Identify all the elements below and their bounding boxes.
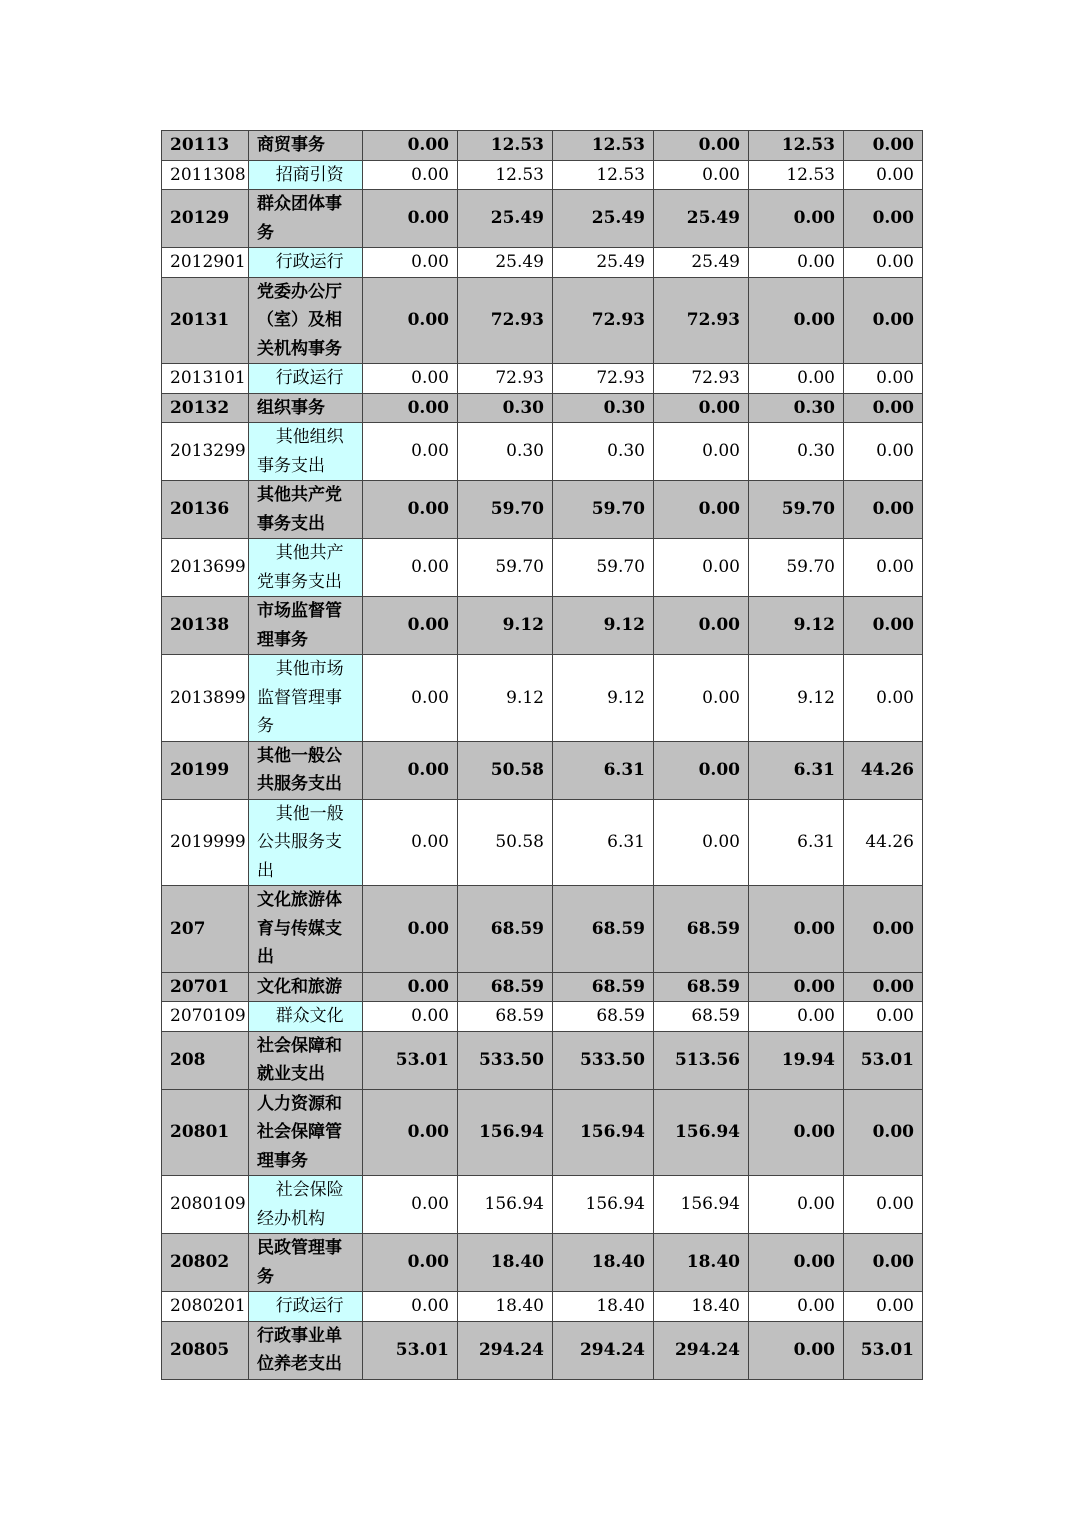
subject-name-cell: 社会保险经办机构 (249, 1176, 363, 1234)
item-row (162, 1176, 923, 1234)
item-row (162, 248, 923, 278)
amount-cell: 0.00 (844, 597, 923, 655)
amount-cell: 72.93 (553, 277, 654, 364)
amount-cell: 0.00 (654, 597, 749, 655)
subject-code-cell: 2011308 (162, 160, 249, 190)
amount-cell: 0.00 (749, 1002, 844, 1032)
amount-cell: 0.00 (363, 423, 458, 481)
amount-cell: 18.40 (654, 1292, 749, 1322)
budget-expenditure-table (161, 130, 923, 1380)
amount-cell: 59.70 (553, 539, 654, 597)
category-row (162, 277, 923, 364)
amount-cell: 72.93 (458, 364, 553, 394)
amount-cell: 0.00 (654, 741, 749, 799)
amount-cell: 0.00 (363, 481, 458, 539)
amount-cell: 0.00 (363, 655, 458, 742)
amount-cell: 25.49 (553, 248, 654, 278)
subject-code-cell: 2019999 (162, 799, 249, 886)
amount-cell: 9.12 (458, 597, 553, 655)
amount-cell: 59.70 (749, 539, 844, 597)
category-row (162, 1234, 923, 1292)
subject-code-cell: 20199 (162, 741, 249, 799)
amount-cell: 0.00 (654, 799, 749, 886)
amount-cell: 68.59 (654, 1002, 749, 1032)
item-row (162, 539, 923, 597)
subject-code-cell: 20805 (162, 1321, 249, 1379)
amount-cell: 0.00 (654, 160, 749, 190)
item-row (162, 799, 923, 886)
amount-cell: 59.70 (553, 481, 654, 539)
amount-cell: 18.40 (553, 1234, 654, 1292)
amount-cell: 44.26 (844, 741, 923, 799)
amount-cell: 0.00 (654, 655, 749, 742)
amount-cell: 533.50 (458, 1031, 553, 1089)
amount-cell: 68.59 (654, 972, 749, 1002)
amount-cell: 0.00 (654, 539, 749, 597)
amount-cell: 9.12 (458, 655, 553, 742)
amount-cell: 25.49 (654, 190, 749, 248)
amount-cell: 0.00 (363, 972, 458, 1002)
category-row (162, 741, 923, 799)
amount-cell: 0.00 (363, 190, 458, 248)
amount-cell: 0.00 (749, 190, 844, 248)
amount-cell: 19.94 (749, 1031, 844, 1089)
amount-cell: 0.30 (749, 393, 844, 423)
subject-name-cell: 民政管理事务 (249, 1234, 363, 1292)
amount-cell: 53.01 (363, 1031, 458, 1089)
subject-code-cell: 2013899 (162, 655, 249, 742)
amount-cell: 68.59 (654, 886, 749, 973)
amount-cell: 294.24 (654, 1321, 749, 1379)
amount-cell: 50.58 (458, 741, 553, 799)
amount-cell: 0.00 (749, 1176, 844, 1234)
amount-cell: 68.59 (553, 1002, 654, 1032)
amount-cell: 12.53 (749, 160, 844, 190)
amount-cell: 53.01 (844, 1321, 923, 1379)
amount-cell: 68.59 (458, 972, 553, 1002)
subject-code-cell: 2013699 (162, 539, 249, 597)
amount-cell: 0.00 (844, 972, 923, 1002)
item-row (162, 655, 923, 742)
amount-cell: 0.00 (844, 190, 923, 248)
subject-name-cell: 商贸事务 (249, 131, 363, 161)
amount-cell: 50.58 (458, 799, 553, 886)
amount-cell: 0.00 (363, 799, 458, 886)
amount-cell: 0.00 (844, 277, 923, 364)
subject-code-cell: 20132 (162, 393, 249, 423)
amount-cell: 156.94 (654, 1176, 749, 1234)
amount-cell: 0.00 (363, 1089, 458, 1176)
subject-code-cell: 20138 (162, 597, 249, 655)
category-row (162, 190, 923, 248)
amount-cell: 25.49 (458, 190, 553, 248)
amount-cell: 59.70 (749, 481, 844, 539)
subject-name-cell: 其他组织事务支出 (249, 423, 363, 481)
subject-name-cell: 招商引资 (249, 160, 363, 190)
subject-code-cell: 2013299 (162, 423, 249, 481)
category-row (162, 886, 923, 973)
amount-cell: 0.00 (749, 248, 844, 278)
subject-code-cell: 20802 (162, 1234, 249, 1292)
amount-cell: 0.00 (363, 1176, 458, 1234)
amount-cell: 0.00 (363, 539, 458, 597)
amount-cell: 0.00 (363, 886, 458, 973)
amount-cell: 6.31 (749, 799, 844, 886)
amount-cell: 25.49 (654, 248, 749, 278)
amount-cell: 0.00 (749, 1234, 844, 1292)
category-row (162, 1031, 923, 1089)
amount-cell: 0.00 (844, 248, 923, 278)
subject-name-cell: 其他一般公共服务支出 (249, 799, 363, 886)
amount-cell: 0.00 (363, 393, 458, 423)
amount-cell: 0.00 (844, 1002, 923, 1032)
amount-cell: 72.93 (458, 277, 553, 364)
subject-code-cell: 2013101 (162, 364, 249, 394)
amount-cell: 25.49 (553, 190, 654, 248)
amount-cell: 9.12 (749, 597, 844, 655)
amount-cell: 12.53 (553, 160, 654, 190)
amount-cell: 533.50 (553, 1031, 654, 1089)
category-row (162, 597, 923, 655)
amount-cell: 0.00 (363, 741, 458, 799)
amount-cell: 0.00 (844, 423, 923, 481)
amount-cell: 6.31 (553, 741, 654, 799)
amount-cell: 0.00 (844, 1292, 923, 1322)
amount-cell: 0.00 (749, 1089, 844, 1176)
item-row (162, 160, 923, 190)
amount-cell: 72.93 (654, 277, 749, 364)
subject-code-cell: 20136 (162, 481, 249, 539)
item-row (162, 364, 923, 394)
amount-cell: 0.30 (458, 393, 553, 423)
subject-code-cell: 2080109 (162, 1176, 249, 1234)
amount-cell: 0.00 (749, 364, 844, 394)
category-row (162, 972, 923, 1002)
amount-cell: 156.94 (458, 1089, 553, 1176)
amount-cell: 156.94 (553, 1089, 654, 1176)
amount-cell: 6.31 (553, 799, 654, 886)
amount-cell: 0.00 (749, 972, 844, 1002)
amount-cell: 0.00 (844, 131, 923, 161)
amount-cell: 0.00 (844, 1234, 923, 1292)
amount-cell: 0.30 (749, 423, 844, 481)
amount-cell: 72.93 (553, 364, 654, 394)
amount-cell: 0.00 (654, 131, 749, 161)
item-row (162, 1002, 923, 1032)
amount-cell: 0.00 (844, 364, 923, 394)
amount-cell: 72.93 (654, 364, 749, 394)
amount-cell: 12.53 (553, 131, 654, 161)
amount-cell: 0.00 (844, 481, 923, 539)
amount-cell: 0.00 (363, 160, 458, 190)
amount-cell: 0.30 (553, 393, 654, 423)
category-row (162, 131, 923, 161)
amount-cell: 12.53 (458, 131, 553, 161)
amount-cell: 68.59 (458, 1002, 553, 1032)
subject-name-cell: 行政运行 (249, 364, 363, 394)
subject-name-cell: 群众文化 (249, 1002, 363, 1032)
amount-cell: 12.53 (749, 131, 844, 161)
amount-cell: 9.12 (553, 655, 654, 742)
subject-code-cell: 20113 (162, 131, 249, 161)
amount-cell: 156.94 (654, 1089, 749, 1176)
amount-cell: 53.01 (363, 1321, 458, 1379)
amount-cell: 0.00 (363, 277, 458, 364)
amount-cell: 0.00 (749, 1292, 844, 1322)
category-row (162, 393, 923, 423)
amount-cell: 59.70 (458, 539, 553, 597)
subject-name-cell: 人力资源和社会保障管理事务 (249, 1089, 363, 1176)
category-row (162, 1089, 923, 1176)
category-row (162, 481, 923, 539)
amount-cell: 0.00 (654, 393, 749, 423)
amount-cell: 0.00 (363, 1002, 458, 1032)
amount-cell: 0.00 (654, 481, 749, 539)
subject-name-cell: 行政事业单位养老支出 (249, 1321, 363, 1379)
subject-name-cell: 行政运行 (249, 1292, 363, 1322)
subject-name-cell: 其他一般公共服务支出 (249, 741, 363, 799)
amount-cell: 0.00 (363, 1292, 458, 1322)
subject-name-cell: 其他共产党事务支出 (249, 539, 363, 597)
amount-cell: 0.00 (749, 1321, 844, 1379)
subject-code-cell: 2070109 (162, 1002, 249, 1032)
category-row (162, 1321, 923, 1379)
amount-cell: 0.00 (749, 277, 844, 364)
subject-name-cell: 群众团体事务 (249, 190, 363, 248)
amount-cell: 156.94 (553, 1176, 654, 1234)
subject-code-cell: 20701 (162, 972, 249, 1002)
amount-cell: 68.59 (458, 886, 553, 973)
amount-cell: 25.49 (458, 248, 553, 278)
amount-cell: 68.59 (553, 972, 654, 1002)
subject-code-cell: 20131 (162, 277, 249, 364)
subject-code-cell: 208 (162, 1031, 249, 1089)
subject-name-cell: 文化旅游体育与传媒支出 (249, 886, 363, 973)
amount-cell: 0.00 (844, 655, 923, 742)
subject-code-cell: 2080201 (162, 1292, 249, 1322)
amount-cell: 9.12 (749, 655, 844, 742)
subject-code-cell: 207 (162, 886, 249, 973)
subject-name-cell: 党委办公厅（室）及相关机构事务 (249, 277, 363, 364)
amount-cell: 156.94 (458, 1176, 553, 1234)
amount-cell: 68.59 (553, 886, 654, 973)
amount-cell: 0.00 (363, 597, 458, 655)
amount-cell: 0.00 (844, 1176, 923, 1234)
amount-cell: 0.00 (844, 1089, 923, 1176)
amount-cell: 0.00 (363, 1234, 458, 1292)
subject-name-cell: 行政运行 (249, 248, 363, 278)
amount-cell: 294.24 (458, 1321, 553, 1379)
subject-name-cell: 组织事务 (249, 393, 363, 423)
amount-cell: 0.30 (553, 423, 654, 481)
amount-cell: 6.31 (749, 741, 844, 799)
amount-cell: 59.70 (458, 481, 553, 539)
amount-cell: 294.24 (553, 1321, 654, 1379)
amount-cell: 44.26 (844, 799, 923, 886)
item-row (162, 423, 923, 481)
amount-cell: 0.00 (363, 364, 458, 394)
amount-cell: 12.53 (458, 160, 553, 190)
amount-cell: 513.56 (654, 1031, 749, 1089)
item-row (162, 1292, 923, 1322)
amount-cell: 18.40 (553, 1292, 654, 1322)
amount-cell: 18.40 (458, 1292, 553, 1322)
amount-cell: 0.00 (844, 886, 923, 973)
amount-cell: 0.00 (749, 886, 844, 973)
subject-name-cell: 文化和旅游 (249, 972, 363, 1002)
amount-cell: 0.30 (458, 423, 553, 481)
amount-cell: 9.12 (553, 597, 654, 655)
amount-cell: 0.00 (363, 248, 458, 278)
subject-code-cell: 2012901 (162, 248, 249, 278)
amount-cell: 0.00 (844, 393, 923, 423)
amount-cell: 18.40 (458, 1234, 553, 1292)
amount-cell: 18.40 (654, 1234, 749, 1292)
subject-code-cell: 20801 (162, 1089, 249, 1176)
amount-cell: 0.00 (844, 160, 923, 190)
amount-cell: 53.01 (844, 1031, 923, 1089)
subject-code-cell: 20129 (162, 190, 249, 248)
subject-name-cell: 社会保障和就业支出 (249, 1031, 363, 1089)
amount-cell: 0.00 (844, 539, 923, 597)
amount-cell: 0.00 (363, 131, 458, 161)
subject-name-cell: 其他共产党事务支出 (249, 481, 363, 539)
subject-name-cell: 其他市场监督管理事务 (249, 655, 363, 742)
amount-cell: 0.00 (654, 423, 749, 481)
subject-name-cell: 市场监督管理事务 (249, 597, 363, 655)
